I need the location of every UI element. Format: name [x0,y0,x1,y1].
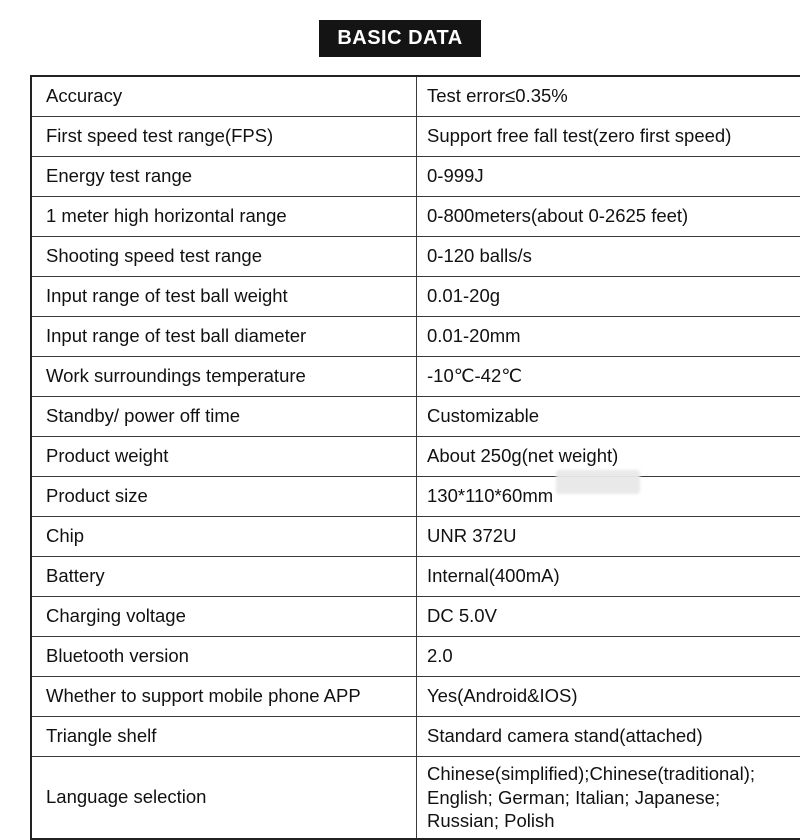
table-row [31,597,800,637]
table-row [31,517,800,557]
spec-label: Input range of test ball diameter [31,317,417,357]
table-row [31,437,800,477]
table-row [31,557,800,597]
spec-label: Input range of test ball weight [31,277,417,317]
spec-value: Customizable [417,397,800,437]
spec-label: Whether to support mobile phone APP [31,677,417,717]
spec-label: Standby/ power off time [31,397,417,437]
language-line: Russian; Polish [427,809,800,833]
table-row [31,397,800,437]
page-title: BASIC DATA [319,20,480,57]
spec-label: 1 meter high horizontal range [31,197,417,237]
table-row [31,637,800,677]
table-row [31,76,800,117]
spec-label: First speed test range(FPS) [31,117,417,157]
spec-label: Accuracy [31,76,417,117]
spec-value: About 250g(net weight) [417,437,800,477]
spec-value: Test error≤0.35% [417,76,800,117]
table-row [31,197,800,237]
spec-label: Bluetooth version [31,637,417,677]
spec-label: Triangle shelf [31,717,417,757]
language-line: English; German; Italian; Japanese; [427,786,800,810]
table-row [31,277,800,317]
table-row [31,357,800,397]
image-smudge-artifact [556,470,640,494]
table-row [31,717,800,757]
spec-label: Product size [31,477,417,517]
spec-value: 0-120 balls/s [417,237,800,277]
spec-value: UNR 372U [417,517,800,557]
spec-value: 130*110*60mm [417,477,800,517]
spec-value: DC 5.0V [417,597,800,637]
title-container [0,0,800,57]
spec-table-container [30,75,770,840]
table-row [31,677,800,717]
spec-value: Internal(400mA) [417,557,800,597]
spec-table-body [31,76,800,839]
language-line: Chinese(simplified);Chinese(traditional); [427,762,800,786]
spec-value: 0.01-20mm [417,317,800,357]
table-row [31,317,800,357]
spec-label: Work surroundings temperature [31,357,417,397]
spec-value: Yes(Android&IOS) [417,677,800,717]
specification-table [30,75,800,840]
spec-value: -10℃-42℃ [417,357,800,397]
spec-value: 0-999J [417,157,800,197]
spec-value: Standard camera stand(attached) [417,717,800,757]
table-row-language [31,757,800,840]
spec-label: Shooting speed test range [31,237,417,277]
spec-value: Support free fall test(zero first speed) [417,117,800,157]
spec-label: Charging voltage [31,597,417,637]
table-row [31,477,800,517]
spec-value: 0-800meters(about 0-2625 feet) [417,197,800,237]
table-row [31,237,800,277]
table-row [31,157,800,197]
spec-label: Chip [31,517,417,557]
spec-value-language [417,757,800,840]
spec-value: 2.0 [417,637,800,677]
spec-label: Energy test range [31,157,417,197]
spec-label: Product weight [31,437,417,477]
spec-label: Language selection [31,757,417,840]
spec-value: 0.01-20g [417,277,800,317]
table-row [31,117,800,157]
spec-label: Battery [31,557,417,597]
